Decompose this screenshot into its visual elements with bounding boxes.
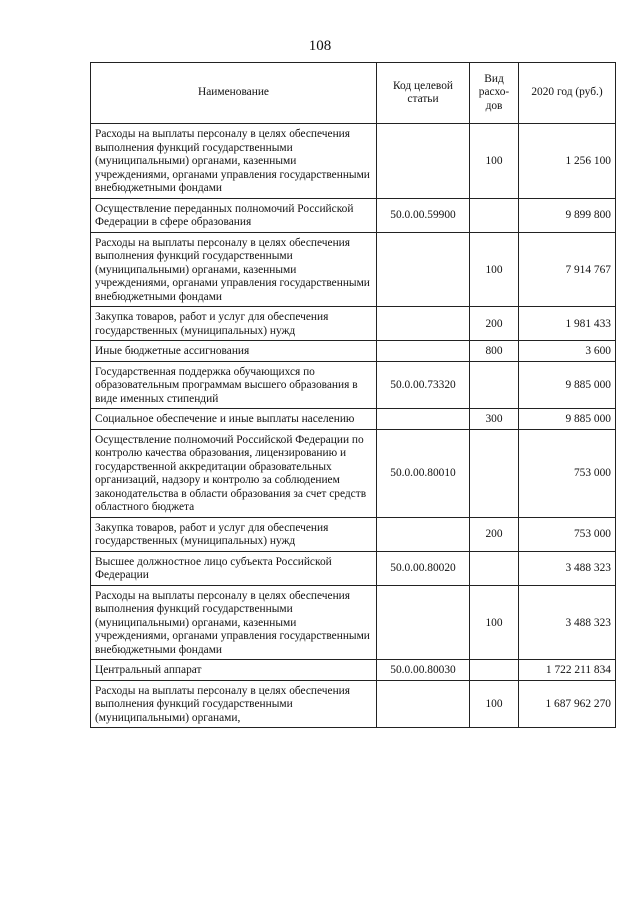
row-name: Осуществление полномочий Российской Федерации по контролю качества образования, лицензированию и государственной аккредитации образовательных организаций, надзору и контролю за соблюдением законодательства в области образования за счет средств областного бюджета [91,429,377,517]
row-type: 800 [470,341,519,362]
row-type [470,198,519,232]
row-amount: 3 488 323 [519,551,616,585]
row-type [470,361,519,409]
row-name: Закупка товаров, работ и услуг для обеспечения государственных (муниципальных) нужд [91,517,377,551]
table-row [91,517,616,551]
row-amount: 753 000 [519,517,616,551]
row-name: Социальное обеспечение и иные выплаты населению [91,409,377,430]
table-header-row [91,63,616,124]
row-name: Расходы на выплаты персоналу в целях обеспечения выполнения функций государственными (муниципальными) органами, казенными учреждениями, органами управления государственными внебюджетными фондами [91,232,377,307]
row-name: Расходы на выплаты персоналу в целях обеспечения выполнения функций государственными (муниципальными) органами, казенными учреждениями, органами управления государственными внебюджетными фондами [91,124,377,199]
row-name: Центральный аппарат [91,660,377,681]
row-type [470,551,519,585]
row-name: Расходы на выплаты персоналу в целях обеспечения выполнения функций государственными (муниципальными) органами, казенными учреждениями, органами управления государственными внебюджетными фондами [91,585,377,660]
header-code: Код целевой статьи [377,63,470,124]
row-code [377,307,470,341]
row-amount: 3 600 [519,341,616,362]
row-code: 50.0.00.80020 [377,551,470,585]
row-amount: 9 885 000 [519,361,616,409]
row-name: Высшее должностное лицо субъекта Российской Федерации [91,551,377,585]
budget-table [90,62,616,728]
table-row [91,341,616,362]
row-type: 300 [470,409,519,430]
page-number: 108 [308,38,332,54]
row-amount: 3 488 323 [519,585,616,660]
row-code [377,409,470,430]
row-amount: 1 981 433 [519,307,616,341]
row-name: Расходы на выплаты персоналу в целях обеспечения выполнения функций государственными (муниципальными) органами, [91,680,377,728]
row-code [377,680,470,728]
table-row [91,361,616,409]
row-code: 50.0.00.80030 [377,660,470,681]
table-row [91,307,616,341]
row-name: Иные бюджетные ассигнования [91,341,377,362]
table-row [91,409,616,430]
table-row [91,551,616,585]
table-row [91,680,616,728]
table-row [91,429,616,517]
row-amount: 1 687 962 270 [519,680,616,728]
row-code [377,341,470,362]
table-row [91,660,616,681]
row-code [377,585,470,660]
row-type: 100 [470,232,519,307]
table-row [91,124,616,199]
row-amount: 753 000 [519,429,616,517]
row-amount: 1 722 211 834 [519,660,616,681]
row-code: 50.0.00.80010 [377,429,470,517]
table-row [91,585,616,660]
row-code: 50.0.00.59900 [377,198,470,232]
row-code: 50.0.00.73320 [377,361,470,409]
row-name: Закупка товаров, работ и услуг для обеспечения государственных (муниципальных) нужд [91,307,377,341]
row-type: 100 [470,124,519,199]
row-amount: 1 256 100 [519,124,616,199]
row-type [470,660,519,681]
row-type: 100 [470,585,519,660]
header-type: Вид расхо-дов [470,63,519,124]
row-type: 100 [470,680,519,728]
row-type: 200 [470,517,519,551]
row-name: Осуществление переданных полномочий Российской Федерации в сфере образования [91,198,377,232]
header-amount: 2020 год (руб.) [519,63,616,124]
table-row [91,232,616,307]
row-type [470,429,519,517]
row-amount: 9 885 000 [519,409,616,430]
row-code [377,517,470,551]
row-amount: 9 899 800 [519,198,616,232]
row-name: Государственная поддержка обучающихся по образовательным программам высшего образования в виде именных стипендий [91,361,377,409]
row-code [377,232,470,307]
row-type: 200 [470,307,519,341]
row-code [377,124,470,199]
table-row [91,198,616,232]
header-name: Наименование [91,63,377,124]
row-amount: 7 914 767 [519,232,616,307]
